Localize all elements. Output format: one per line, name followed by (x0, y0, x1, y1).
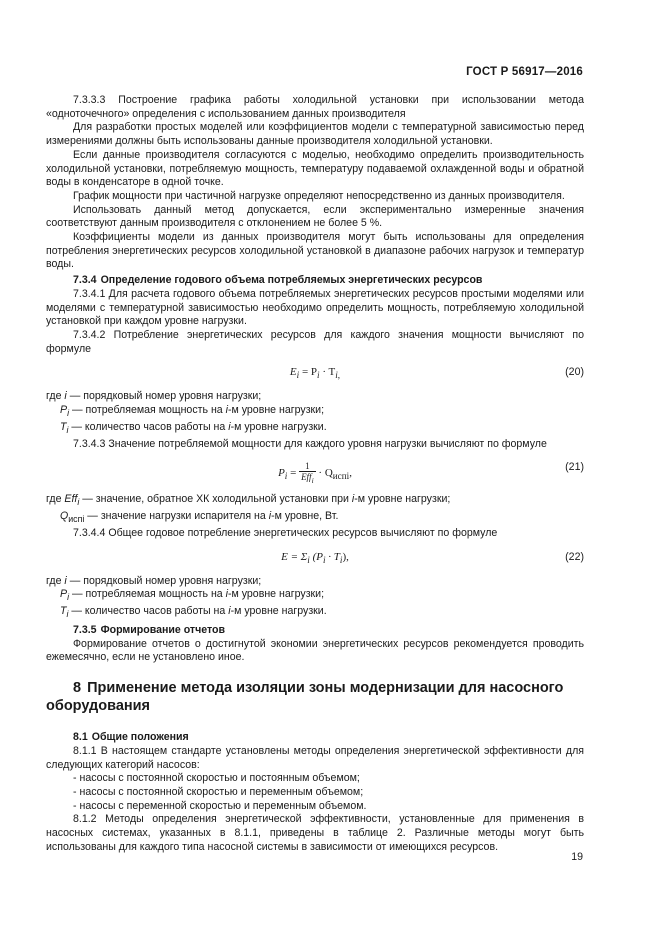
legend-sub: i (67, 408, 70, 419)
heading-title: Формирование отчетов (100, 624, 226, 637)
formula-var: E (289, 366, 297, 379)
equation-number-21: (21) (565, 461, 584, 474)
legend-prefix: где (46, 390, 65, 403)
paragraph-reports: Формирование отчетов о достигнутой экономии энергетических ресурсов рекомендуется проводить ежемесячно, если не установлено иное. (46, 637, 584, 664)
legend-var: i (64, 574, 67, 587)
page-number: 19 (571, 851, 583, 863)
formula-part: · Q (315, 467, 333, 480)
legend-text: — значение, обратное ХК холодильной установки при (79, 493, 352, 506)
paragraph-7-3-4-1: 7.3.4.1 Для расчета годового объема потребляемых энергетических ресурсов простыми моделями или моделями с температурной зависимостью необходимо определить мощность, потребляемую холодильной установкой при каждом уровне нагрузки. (46, 287, 584, 328)
legend-text: — количество часов работы на (68, 605, 229, 618)
paragraph-method-use: Использовать данный метод допускается, если экспериментально измеренные значения соответствуют данным производителя с отклонением не более 5 %. (46, 203, 584, 230)
legend-sub: испi (68, 514, 85, 525)
formula-22 (46, 543, 584, 573)
legend-text: -м уровне нагрузки; (354, 493, 451, 506)
formula-part: E = Σ (281, 550, 308, 563)
paragraph-7-3-4-2: 7.3.4.2 Потребление энергетических ресурсов для каждого значения мощности вычисляют по формуле (46, 328, 584, 355)
legend-var: i (228, 605, 231, 618)
legend-text: -м уровне, Вт. (271, 510, 339, 523)
legend-var: P (60, 404, 68, 417)
formula-part: · T (325, 550, 340, 563)
formula-fraction (299, 461, 316, 486)
section-title: Применение метода изоляции зоны модернизации для насосного оборудования (46, 680, 564, 715)
equation-number-22: (22) (565, 550, 584, 563)
formula-sub: испi (332, 471, 350, 482)
legend-var: T (60, 420, 67, 433)
paragraph-model-coefficients: Коэффициенты модели из данных производителя могут быть использованы для определения потребления энергетических ресурсов холодильной установкой в диапазоне рабочих нагрузок и температур воды. (46, 231, 584, 271)
legend-text: — потребляемая мощность на (69, 588, 226, 601)
heading-number: 7.3.5 (73, 624, 97, 637)
legend-var: Eff (64, 493, 78, 506)
list-item: - насосы с постоянной скоростью и постоянным объемом; (73, 772, 360, 785)
fraction-denominator (299, 472, 316, 486)
heading-title: Определение годового объема потребляемых энергетических ресурсов (100, 274, 483, 287)
legend-text: — порядковый номер уровня нагрузки; (66, 390, 262, 403)
formula-21 (46, 453, 584, 491)
fraction-numerator: 1 (299, 461, 316, 472)
legend-var: i (351, 493, 355, 506)
formula-sub: i (339, 554, 343, 565)
paragraph-data-agree: Если данные производителя согласуются с моделью, необходимо определить производительность холодильной установки, потребляемую мощность, температуру подаваемой охлажденной воды и обратной воды в конденсаторе в одной точке. (46, 148, 584, 189)
formula-20 (46, 358, 584, 388)
paragraph-simple-models: Для разработки простых моделей или коэффициентов модели с температурной зависимостью перед измерениями должны быть использованы данные производителя холодильной установки. (46, 121, 584, 148)
legend-text: -м уровне нагрузки; (227, 404, 325, 417)
section-number: 8 (73, 680, 82, 697)
heading-7-3-4 (46, 274, 584, 288)
legend-prefix: где (46, 574, 65, 587)
legend-var: i (225, 588, 228, 601)
heading-number: 7.3.4 (73, 274, 97, 287)
legend-var: Q (60, 510, 69, 523)
legend-sub: i (67, 592, 70, 603)
legend-text: -м уровне нагрузки. (230, 605, 327, 618)
list-item: - насосы с переменной скоростью и переменным объемом. (73, 799, 367, 812)
formula-sub: i (284, 471, 288, 482)
formula-22-expression (46, 551, 584, 568)
legend-text: — значение нагрузки испарителя на (84, 510, 269, 523)
legend-sub: i (66, 609, 69, 620)
formula-part: · T (319, 366, 336, 379)
formula-part: (P (309, 550, 323, 563)
legend-sub: i (66, 424, 69, 435)
legend-text: -м уровне нагрузки; (227, 588, 325, 601)
paragraph-8-1-2: 8.1.2 Методы определения энергетической эффективности, установленные для применения в насосных системах, указанных в 8.1.1, приведены в таблице 2. Различные методы могут быть использованы для каждого типа насосной системы в зависимости от имеющихся ресурсов. (46, 813, 584, 853)
legend-i-2 (46, 575, 584, 589)
formula-var: Eff (301, 472, 312, 483)
legend-p (46, 404, 584, 421)
formula-part: , (349, 467, 352, 480)
formula-var: P (278, 467, 285, 480)
legend-p-2 (46, 588, 584, 605)
document-header: ГОСТ Р 56917—2016 (466, 66, 583, 78)
paragraph-7-3-4-3: 7.3.4.3 Значение потребляемой мощности для каждого уровня нагрузки вычисляют по формуле (73, 437, 547, 450)
formula-20-expression (46, 366, 584, 383)
formula-sub: i, (335, 370, 341, 381)
heading-8-1 (46, 731, 584, 745)
legend-var: i (268, 510, 272, 523)
formula-sub: i (307, 554, 310, 565)
equation-number-20: (20) (565, 366, 584, 379)
formula-sub: i (322, 554, 326, 565)
paragraph-8-1-1: 8.1.1 В настоящем стандарте установлены методы определения энергетической эффективности для следующих категорий насосов: (46, 744, 584, 771)
heading-7-3-5 (46, 624, 584, 638)
legend-var: i (228, 420, 231, 433)
legend-i (46, 390, 584, 404)
list-item: - насосы с постоянной скоростью и переменным объемом; (73, 785, 364, 798)
page-body (46, 94, 584, 854)
legend-var: i (225, 404, 228, 417)
paragraph-7-3-4-4: 7.3.4.4 Общее годовое потребление энергетических ресурсов вычисляют по формуле (73, 527, 498, 540)
legend-t (46, 421, 584, 438)
legend-text: — количество часов работы на (68, 420, 229, 433)
formula-21-expression (46, 461, 584, 486)
heading-title: Общие положения (91, 731, 189, 744)
legend-eff (46, 493, 584, 510)
legend-q (46, 510, 584, 527)
section-8-heading (46, 679, 584, 715)
formula-part: = P (299, 366, 318, 379)
legend-t-2 (46, 605, 584, 622)
formula-sub: i (296, 370, 300, 381)
legend-var: T (60, 605, 67, 618)
legend-text: — порядковый номер уровня нагрузки; (66, 574, 262, 587)
formula-sub: i (311, 476, 314, 486)
formula-part: = (287, 467, 300, 480)
formula-part: ), (342, 550, 349, 563)
legend-text: — потребляемая мощность на (69, 404, 226, 417)
formula-sub: i (317, 370, 320, 381)
paragraph-7-3-3-3: 7.3.3.3 Построение графика работы холодильной установки при использовании метода «одноточечного» определения с использованием данных производителя (46, 94, 584, 120)
legend-prefix: где (46, 493, 65, 506)
legend-var: i (64, 390, 67, 403)
legend-sub: i (77, 497, 80, 508)
heading-number: 8.1 (73, 731, 88, 744)
legend-text: -м уровне нагрузки. (230, 420, 327, 433)
legend-var: P (60, 588, 68, 601)
paragraph-power-graph: График мощности при частичной нагрузке определяют непосредственно из данных производителя. (73, 189, 565, 202)
